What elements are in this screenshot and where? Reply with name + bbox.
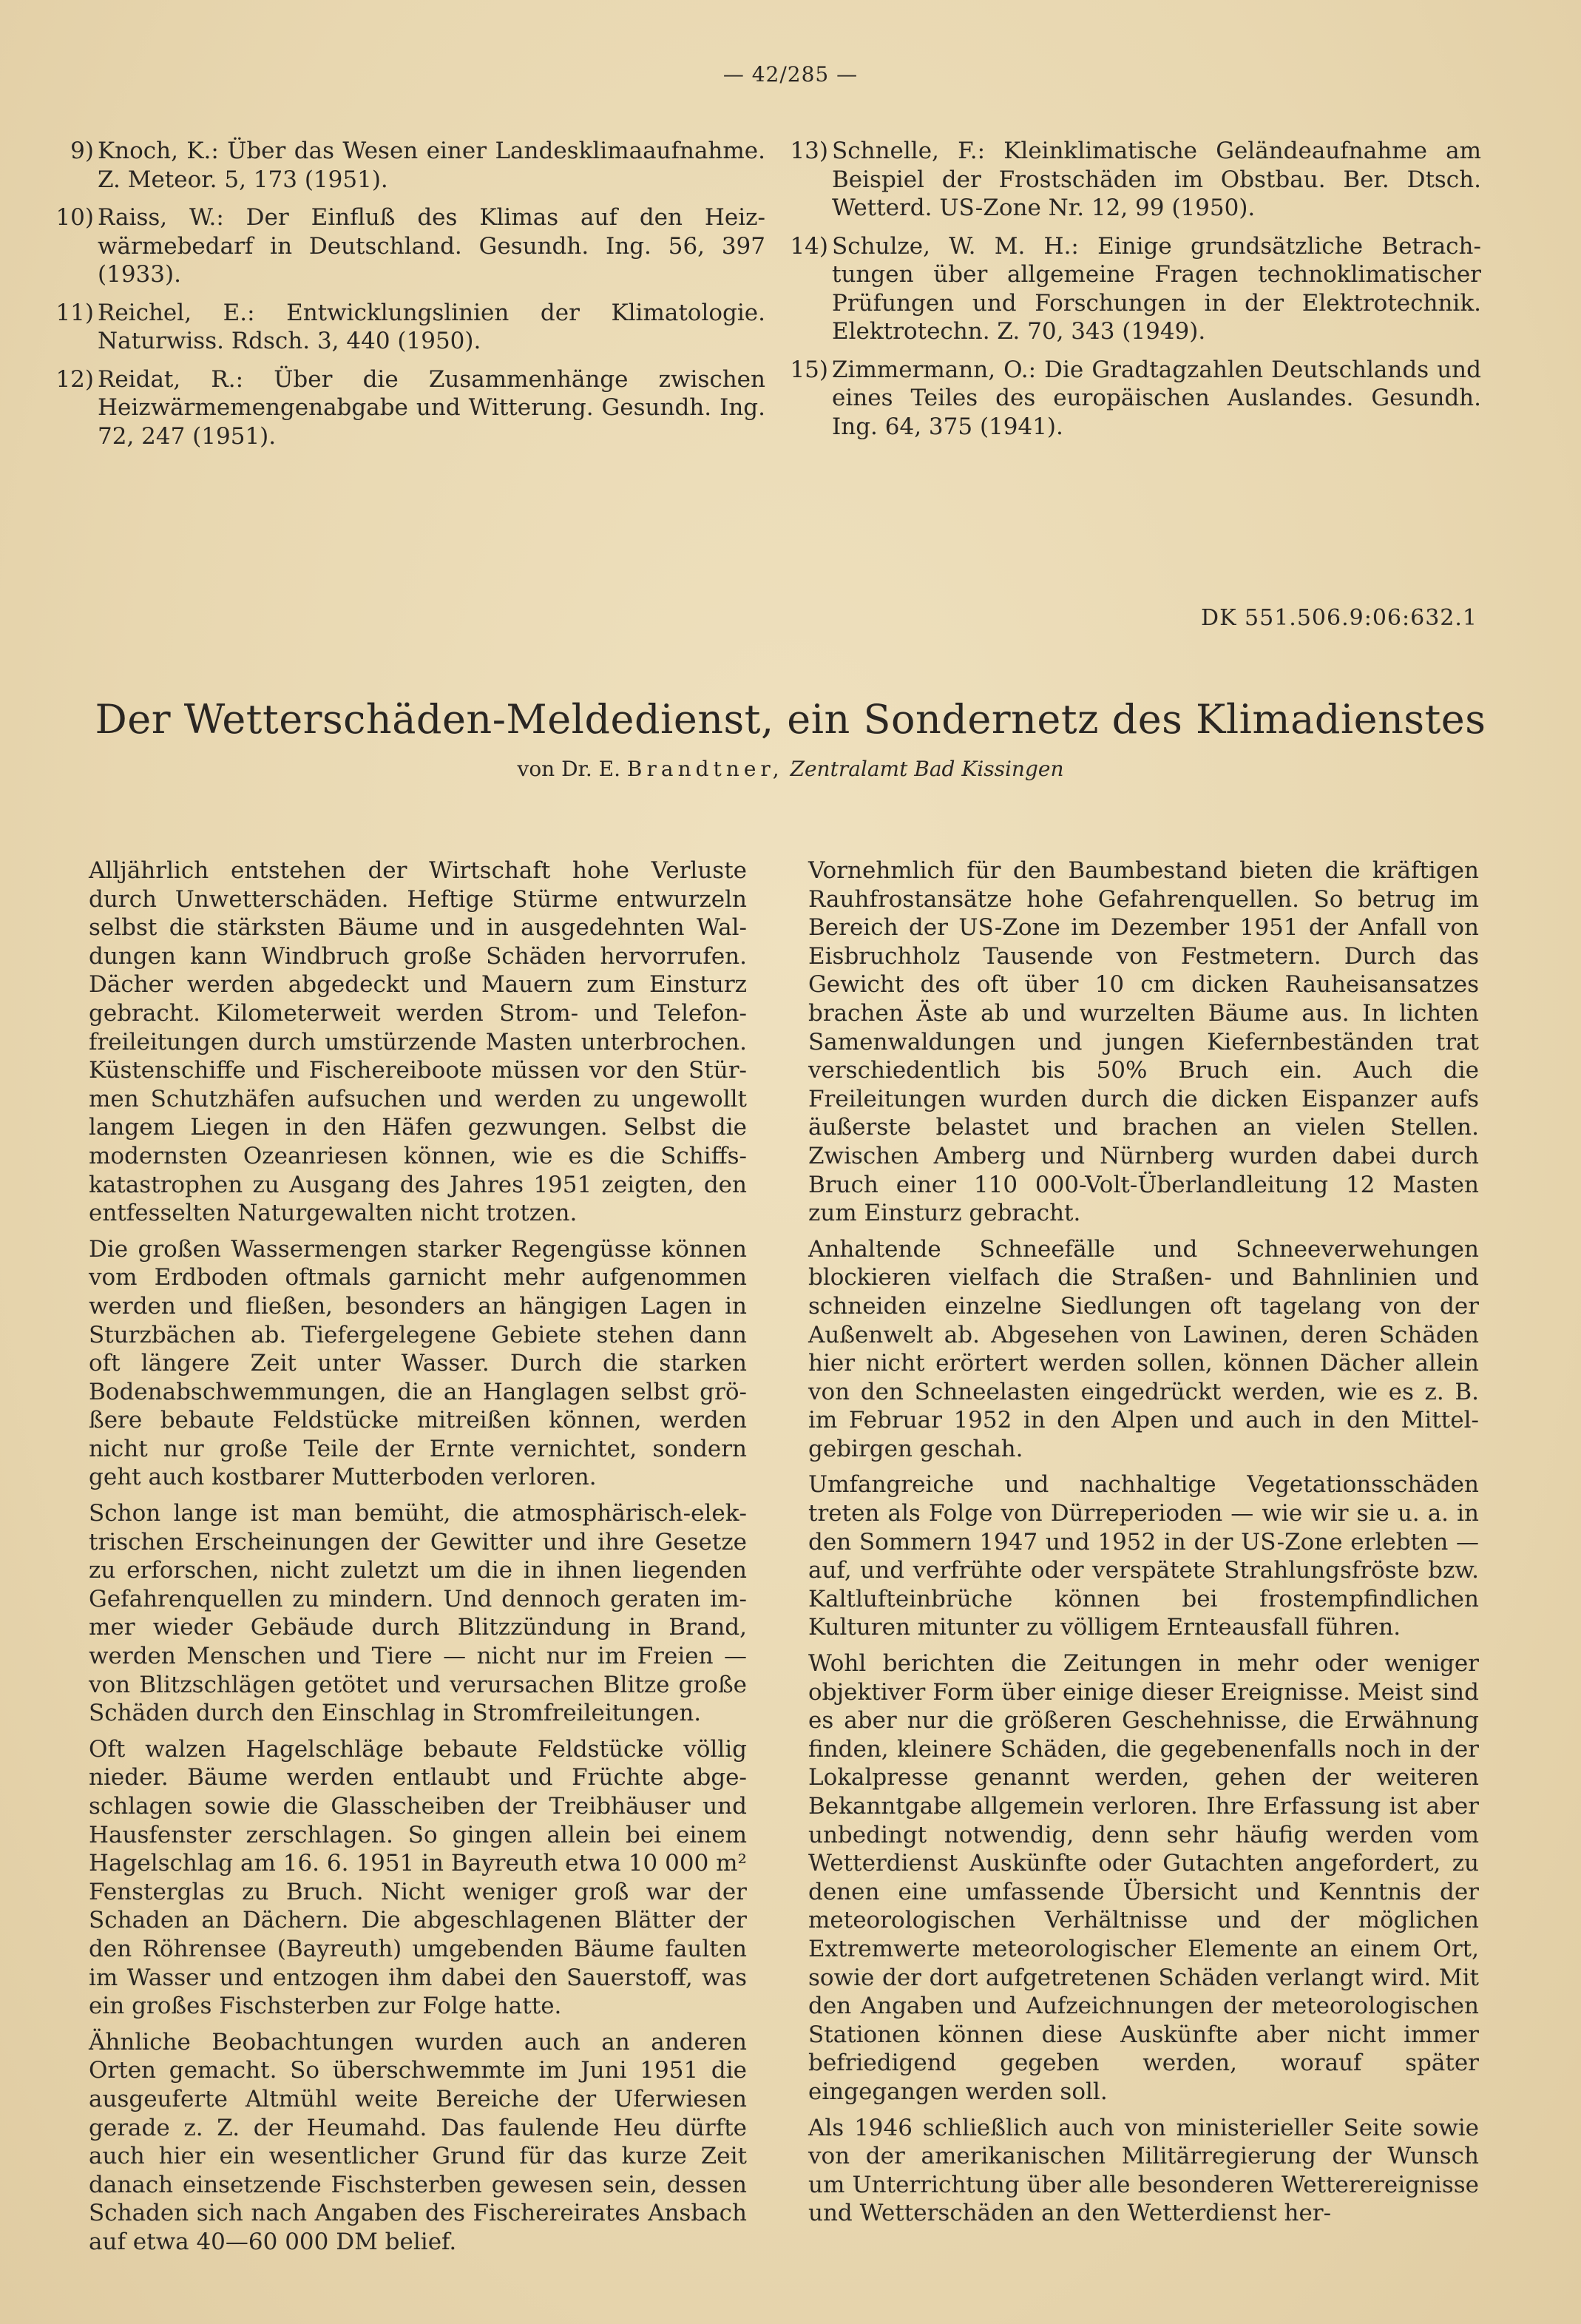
paragraph: Schon lange ist man bemüht, die atmosphärisch-elektrischen Erscheinungen der Gewitter und ihre Gesetze zu erforschen, nicht zuletzt um die in ihnen liegenden Gefahrenquellen zu mindern. Und dennoch geraten immer wieder Gebäude durch Blitzzündung in Brand, werden Menschen und Tiere — nicht nur im Freien — von Blitzschlägen getötet und verursachen Blitze große Schäden durch den Einschlag in Stromfreileitungen. (89, 1500, 747, 1727)
reference-text: Reidat, R.: Über die Zusammenhänge zwischen Heizwärmemengenabgabe und Witterung. Gesundh. Ing. 72, 247 (1951). (98, 365, 765, 450)
reference-item (55, 203, 765, 289)
reference-item (55, 299, 765, 356)
references-right (790, 137, 1481, 450)
article-title: Der Wetterschäden-Meldedienst, ein Sondernetz des Klimadienstes (95, 696, 1486, 743)
paragraph: Die großen Wassermengen starker Regengüsse können vom Erdboden oftmals garnicht mehr aufgenommen werden und fließen, besonders an hängigen Lagen in Sturzbächen ab. Tiefergelegene Gebiete stehen dann oft längere Zeit unter Wasser. Durch die starken Bodenabschwemmungen, die an Hanglagen selbst größere bebaute Feldstücke mitreißen können, werden nicht nur große Teile der Ernte vernichtet, sondern geht auch kostbarer Mutterboden verloren. (89, 1235, 747, 1491)
body-column-right (808, 857, 1479, 2235)
paragraph: Alljährlich entstehen der Wirtschaft hohe Verluste durch Unwetterschäden. Heftige Stürme entwurzeln selbst die stärksten Bäume und in ausgedehnten Waldungen kann Windbruch große Schäden hervorrufen. Dächer werden abgedeckt und Mauern zum Einsturz gebracht. Kilometerweit werden Strom- und Telefonfreileitungen durch umstürzende Masten unterbrochen. Küstenschiffe und Fischereiboote müssen vor den Stürmen Schutzhäfen aufsuchen und werden zu ungewollt langem Liegen in den Häfen gezwungen. Selbst die modernsten Ozeanriesen können, wie es die Schiffskatastrophen zu Ausgang des Jahres 1951 zeigten, den entfesselten Naturgewalten nicht trotzen. (89, 857, 747, 1227)
reference-number: 9) (70, 138, 94, 164)
reference-item (55, 365, 765, 451)
paragraph: Anhaltende Schneefälle und Schneeverwehungen blockieren vielfach die Straßen- und Bahnlinien und schneiden einzelne Siedlungen oft tagelang von der Außenwelt ab. Abgesehen von Lawinen, deren Schäden hier nicht erörtert werden sollen, können Dächer allein von den Schneelasten eingedrückt werden, wie es z. B. im Februar 1952 in den Alpen und auch in den Mittelgebirgen geschah. (808, 1235, 1479, 1462)
paragraph: Umfangreiche und nachhaltige Vegetationsschäden treten als Folge von Dürreperioden — wie wir sie u. a. in den Sommern 1947 und 1952 in der US-Zone erlebten — auf, und verfrühte oder verspätete Strahlungsfröste bzw. Kaltlufteinbrüche können bei frostempfindlichen Kulturen mitunter zu völligem Ernteausfall führen. (808, 1471, 1479, 1641)
author-institution: Zentralamt Bad Kissingen (790, 757, 1064, 781)
author-name: Brandtner, (626, 757, 784, 781)
reference-text: Reichel, E.: Entwicklungslinien der Klimatologie. Naturwiss. Rdsch. 3, 440 (1950). (98, 299, 765, 354)
reference-number: 12) (55, 365, 94, 393)
reference-number: 14) (790, 232, 828, 260)
byline (0, 757, 1581, 781)
reference-number: 13) (790, 138, 828, 164)
paragraph: Wohl berichten die Zeitungen in mehr oder weniger objektiver Form über einige dieser Ereignisse. Meist sind es aber nur die größeren Geschehnisse, die Erwähnung finden, kleinere Schäden, die gegebenenfalls noch in der Lokalpresse genannt werden, gehen der weiteren Bekanntgabe allgemein verloren. Ihre Erfassung ist aber unbedingt notwendig, denn sehr häufig werden vom Wetterdienst Auskünfte oder Gutachten angefordert, zu denen eine umfassende Übersicht und Kenntnis der meteorologischen Verhältnisse und der möglichen Extremwerte meteorologischer Elemente an einem Ort, sowie der dort aufgetretenen Schäden verlangt wird. Mit den Angaben und Aufzeichnungen der meteorologischen Stationen können diese Auskünfte aber nicht immer befriedigend gegeben werden, worauf später eingegangen werden soll. (808, 1650, 1479, 2105)
references-left (55, 137, 765, 460)
body-column-left (89, 857, 747, 2264)
paragraph: Als 1946 schließlich auch von ministerieller Seite sowie von der amerikanischen Militärregierung der Wunsch um Unterrichtung über alle besonderen Wetterereignisse und Wetterschäden an den Wetterdienst her- (808, 2114, 1479, 2227)
reference-text: Schulze, W. M. H.: Einige grundsätzliche Betrachtungen über allgemeine Fragen technoklimatischer Prüfungen und Forschungen in der Elektrotechnik. Elektrotechn. Z. 70, 343 (1949). (832, 232, 1481, 345)
reference-text: Schnelle, F.: Kleinklimatische Geländeaufnahme am Beispiel der Frostschäden im Obstbau. Ber. Dtsch. Wetterd. US-Zone Nr. 12, 99 (1950). (832, 138, 1481, 221)
paragraph: Vornehmlich für den Baumbestand bieten die kräftigen Rauhfrostansätze hohe Gefahrenquellen. So betrug im Bereich der US-Zone im Dezember 1951 der Anfall von Eisbruchholz Tausende von Festmetern. Durch das Gewicht des oft über 10 cm dicken Rauheisansatzes brachen Äste ab und wurzelten Bäume aus. In lichten Samenwaldungen und jungen Kiefernbeständen trat verschiedentlich bis 50% Bruch ein. Auch die Freileitungen wurden durch die dicken Eispanzer aufs äußerste belastet und brachen an vielen Stellen. Zwischen Amberg und Nürnberg wurden dabei durch Bruch einer 110 000-Volt-Überlandleitung 12 Masten zum Einsturz gebracht. (808, 857, 1479, 1227)
page-number: — 42/285 — (722, 62, 859, 87)
reference-text: Raiss, W.: Der Einfluß des Klimas auf den Heizwärmebedarf in Deutschland. Gesundh. Ing. 56, 397 (1933). (98, 204, 765, 288)
reference-item (790, 137, 1481, 223)
reference-item (790, 232, 1481, 346)
reference-number: 10) (55, 204, 94, 231)
dk-classification: DK 551.506.9:06:632.1 (1201, 605, 1477, 631)
reference-text: Zimmermann, O.: Die Gradtagzahlen Deutschlands und eines Teiles des europäischen Auslandes. Gesundh. Ing. 64, 375 (1941). (832, 356, 1481, 440)
paragraph: Oft walzen Hagelschläge bebaute Feldstücke völlig nieder. Bäume werden entlaubt und Früchte abgeschlagen sowie die Glasscheiben der Treibhäuser und Hausfenster zerschlagen. So gingen allein bei einem Hagelschlag am 16. 6. 1951 in Bayreuth etwa 10 000 m² Fensterglas zu Bruch. Nicht weniger groß war der Schaden an Dächern. Die abgeschlagenen Blätter der den Röhrensee (Bayreuth) umgebenden Bäume faulten im Wasser und entzogen ihm dabei den Sauerstoff, was ein großes Fischsterben zur Folge hatte. (89, 1735, 747, 2020)
reference-number: 11) (55, 299, 94, 326)
paragraph: Ähnliche Beobachtungen wurden auch an anderen Orten gemacht. So überschwemmte im Juni 1951 die ausgeuferte Altmühl weite Bereiche der Uferwiesen gerade z. Z. der Heumahd. Das faulende Heu dürfte auch hier ein wesentlicher Grund für das kurze Zeit danach einsetzende Fischsterben gewesen sein, dessen Schaden sich nach Angaben des Fischereirates Ansbach auf etwa 40—60 000 DM belief. (89, 2028, 747, 2255)
reference-item (55, 137, 765, 194)
reference-item (790, 356, 1481, 442)
reference-number: 15) (790, 356, 828, 383)
reference-text: Knoch, K.: Über das Wesen einer Landesklimaaufnahme. Z. Meteor. 5, 173 (1951). (98, 138, 765, 193)
byline-prefix: von Dr. E. (517, 757, 621, 781)
